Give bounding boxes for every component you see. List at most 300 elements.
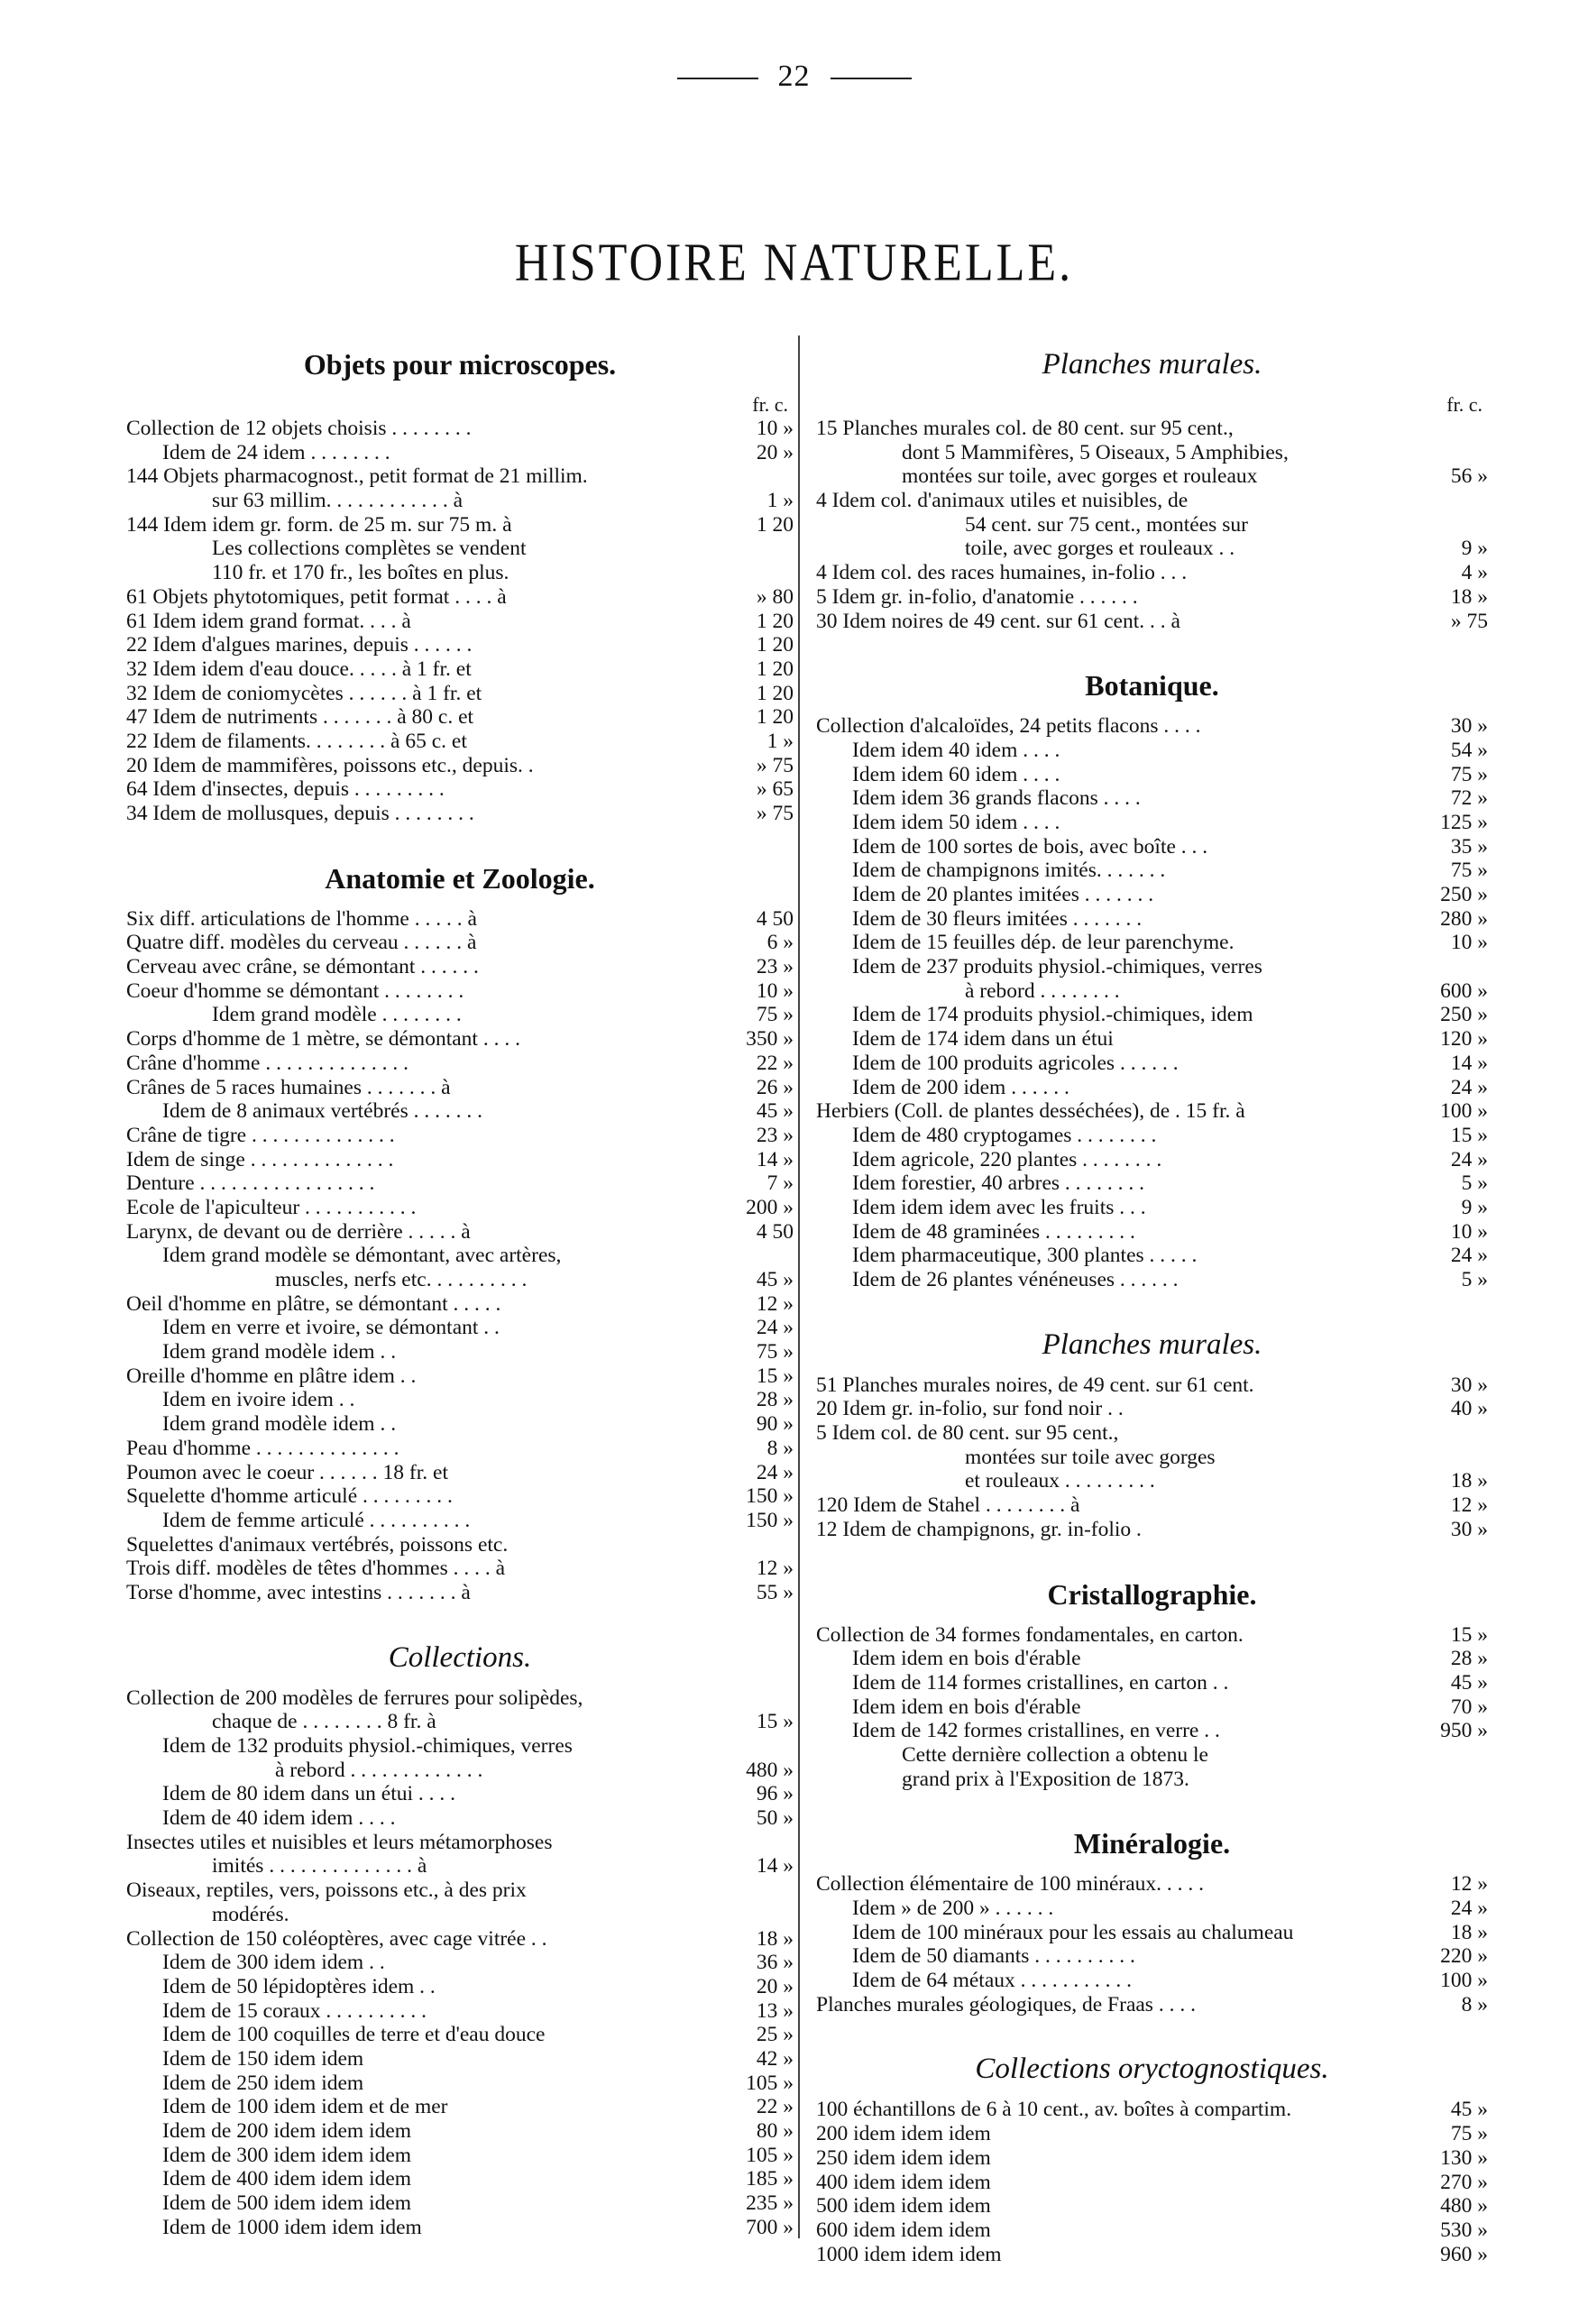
entry-description: Idem idem en bois d'érable	[852, 1695, 1081, 1719]
entry-price: 950 »	[1440, 1719, 1488, 1743]
entry-description: Idem de 300 idem idem idem	[162, 2143, 412, 2167]
page-title: HISTOIRE NATURELLE.	[514, 233, 1074, 293]
entry-description: Insectes utiles et nuisibles et leurs métamorphoses	[126, 1830, 553, 1854]
entry-description: Collection de 150 coléoptères, avec cage vitrée . .	[126, 1926, 547, 1951]
section-title: Botanique.	[1085, 669, 1219, 703]
section-title: Anatomie et Zoologie.	[325, 861, 595, 895]
entry-description: 22 Idem d'algues marines, depuis . . . . . .	[126, 633, 473, 657]
entry-price: 24 »	[1450, 1897, 1488, 1920]
entry-price: 12 »	[756, 1557, 794, 1581]
entry-price: 220 »	[1440, 1944, 1488, 1969]
catalog-entry	[816, 2146, 1488, 2171]
entry-description: Idem de 8 animaux vertébrés . . . . . . .	[162, 1099, 483, 1124]
catalog-entry	[816, 1493, 1488, 1518]
right-column	[816, 335, 1488, 2266]
entry-price: » 75	[756, 753, 794, 777]
entry-price: 4 50	[756, 906, 794, 931]
entry-price: 75 »	[756, 1340, 794, 1364]
entry-price: 960 »	[1440, 2242, 1488, 2266]
entry-description: Corps d'homme de 1 mètre, se démontant . . . .	[126, 1027, 520, 1052]
entry-description: Idem de 50 diamants . . . . . . . . . .	[852, 1944, 1135, 1969]
entry-description: Idem de 100 sortes de bois, avec boîte . . .	[852, 834, 1208, 859]
catalog-entry	[126, 754, 794, 778]
entry-price: 14 »	[756, 1147, 794, 1171]
entry-price: 26 »	[756, 1075, 794, 1099]
entry-description: et rouleaux . . . . . . . . .	[965, 1469, 1155, 1493]
section-title: Objets pour microscopes.	[303, 348, 617, 381]
catalog-entry	[816, 1743, 1488, 1768]
entry-price: 125 »	[1440, 810, 1488, 834]
entry-price: 100 »	[1440, 1099, 1488, 1124]
entry-price: 24 »	[1450, 1244, 1488, 1268]
entry-price: 150 »	[746, 1508, 794, 1532]
catalog-entry	[816, 955, 1488, 979]
catalog-entry	[126, 1854, 794, 1878]
catalog-entry	[126, 2095, 794, 2119]
catalog-entry	[816, 489, 1488, 513]
catalog-entry	[126, 2191, 794, 2216]
catalog-entry	[126, 537, 794, 561]
catalog-entry	[126, 1076, 794, 1100]
entry-price: 30 »	[1450, 714, 1488, 739]
catalog-entry	[816, 2098, 1488, 2122]
catalog-entry	[816, 537, 1488, 561]
entry-price: » 80	[756, 584, 794, 609]
catalog-entry	[816, 1099, 1488, 1124]
catalog-entry	[126, 931, 794, 955]
entry-price: 24 »	[756, 1460, 794, 1484]
entry-price: 18 »	[1450, 584, 1488, 609]
catalog-entry	[816, 1124, 1488, 1148]
catalog-entry	[126, 1003, 794, 1027]
catalog-entry	[816, 417, 1488, 441]
page-number-right-rule	[831, 78, 912, 79]
catalog-entry	[816, 786, 1488, 811]
catalog-entry	[816, 1647, 1488, 1671]
catalog-entry	[126, 513, 794, 537]
catalog-entry	[816, 714, 1488, 739]
catalog-entry	[816, 1196, 1488, 1220]
entry-price: 250 »	[1440, 1003, 1488, 1027]
section-spacer	[816, 1791, 1488, 1814]
entry-price: 105 »	[746, 2143, 794, 2167]
entry-description: Idem idem idem avec les fruits . . .	[852, 1195, 1146, 1219]
entry-price: 96 »	[756, 1782, 794, 1806]
entry-description: 20 Idem gr. in-folio, sur fond noir . .	[816, 1397, 1124, 1421]
entry-price: 50 »	[756, 1806, 794, 1831]
entry-price: 480 »	[1440, 2194, 1488, 2218]
catalog-entry	[126, 705, 794, 730]
entry-description: 500 idem idem idem	[816, 2194, 991, 2218]
catalog-entry	[126, 1148, 794, 1172]
entry-price: 10 »	[1450, 1219, 1488, 1244]
catalog-entry	[126, 2216, 794, 2240]
catalog-entry	[816, 835, 1488, 859]
entry-description: 47 Idem de nutriments . . . . . . . à 80 c. et	[126, 705, 474, 730]
entry-price: 130 »	[1440, 2145, 1488, 2170]
entry-description: Idem pharmaceutique, 300 plantes . . . . .	[852, 1244, 1198, 1268]
catalog-entry	[816, 1518, 1488, 1542]
entry-price: 15 »	[1450, 1123, 1488, 1147]
entry-description: 32 Idem idem d'eau douce. . . . . à 1 fr. et	[126, 657, 472, 681]
entry-price: 13 »	[756, 1998, 794, 2023]
section-title: Collections.	[388, 1640, 532, 1674]
catalog-entry	[126, 1461, 794, 1485]
entry-description: 61 Idem idem grand format. . . . à	[126, 609, 411, 633]
section-title: Planches murales.	[1042, 1327, 1262, 1361]
entry-price: 75 »	[1450, 859, 1488, 883]
catalog-entry	[126, 633, 794, 657]
entry-price: 18 »	[1450, 1469, 1488, 1493]
catalog-entry	[126, 1734, 794, 1759]
entry-description: Idem grand modèle se démontant, avec artères,	[162, 1244, 562, 1268]
entry-description: 144 Idem idem gr. form. de 25 m. sur 75 m. à	[126, 512, 512, 537]
section-title: Collections oryctognostiques.	[975, 2053, 1329, 2086]
section-spacer	[126, 1605, 794, 1629]
entry-description: Idem de 300 idem idem . .	[162, 1951, 385, 1975]
catalog-entry	[126, 907, 794, 932]
entry-price: 1 20	[756, 705, 794, 730]
entry-price: 22 »	[756, 2095, 794, 2119]
entry-price: 56 »	[1450, 464, 1488, 489]
entry-description: 20 Idem de mammifères, poissons etc., depuis. .	[126, 753, 534, 777]
catalog-entry	[816, 1148, 1488, 1172]
catalog-entry	[126, 441, 794, 465]
catalog-entry	[126, 464, 794, 489]
entry-description: Idem idem 60 idem . . . .	[852, 762, 1060, 786]
entry-description: Crânes de 5 races humaines . . . . . . . à	[126, 1075, 451, 1099]
catalog-entry	[126, 1509, 794, 1533]
entry-price: 72 »	[1450, 786, 1488, 811]
catalog-entry	[816, 1268, 1488, 1292]
entry-description: Idem de femme articulé . . . . . . . . . .	[162, 1508, 471, 1532]
entry-description: Ecole de l'apiculteur . . . . . . . . . . .	[126, 1195, 417, 1219]
entry-price: 28 »	[1450, 1647, 1488, 1671]
catalog-entry	[126, 1782, 794, 1806]
entry-description: à rebord . . . . . . . . . . . . .	[275, 1758, 483, 1782]
entry-price: 28 »	[756, 1388, 794, 1412]
entry-description: Collection élémentaire de 100 minéraux. . . . .	[816, 1872, 1205, 1897]
entry-price: 12 »	[1450, 1493, 1488, 1518]
catalog-entry	[816, 1944, 1488, 1969]
entry-description: modérés.	[212, 1902, 289, 1926]
entry-description: Idem idem 40 idem . . . .	[852, 738, 1060, 762]
entry-price: 14 »	[756, 1854, 794, 1878]
entry-description: Squelettes d'animaux vertébrés, poissons etc.	[126, 1532, 509, 1557]
entry-price: 20 »	[756, 1974, 794, 1998]
catalog-entry	[126, 2071, 794, 2096]
catalog-entry	[816, 1397, 1488, 1421]
catalog-entry	[816, 1921, 1488, 1945]
catalog-entry	[126, 777, 794, 802]
currency-header: fr. c.	[1446, 393, 1482, 416]
catalog-entry	[816, 1469, 1488, 1493]
entry-price: 1 20	[756, 609, 794, 633]
entry-description: 4 Idem col. des races humaines, in-folio . . .	[816, 561, 1188, 585]
entry-description: 120 Idem de Stahel . . . . . . . . à	[816, 1493, 1080, 1518]
entry-description: Idem grand modèle . . . . . . . .	[212, 1003, 462, 1027]
entry-price: 45 »	[1450, 2098, 1488, 2122]
entry-price: 120 »	[1440, 1027, 1488, 1052]
entry-description: Idem de 50 lépidoptères idem . .	[162, 1974, 436, 1998]
catalog-entry	[816, 561, 1488, 585]
entry-description: 22 Idem de filaments. . . . . . . . à 65 c. et	[126, 729, 467, 753]
entry-price: 23 »	[756, 955, 794, 979]
entry-description: 61 Objets phytotomiques, petit format . . . . à	[126, 584, 507, 609]
entry-description: Idem en verre et ivoire, se démontant . .	[162, 1316, 500, 1340]
entry-price: 9 »	[1461, 537, 1488, 561]
entry-price: 200 »	[746, 1195, 794, 1219]
entry-price: 80 »	[756, 2119, 794, 2143]
entry-description: Idem de 174 produits physiol.-chimiques, idem	[852, 1003, 1253, 1027]
catalog-entry	[126, 1903, 794, 1927]
entry-description: Idem de 132 produits physiol.-chimiques, verres	[162, 1734, 573, 1758]
entry-price: 1 »	[766, 729, 794, 753]
page-number	[0, 60, 1588, 94]
entry-description: Oiseaux, reptiles, vers, poissons etc., à des prix	[126, 1878, 527, 1903]
entry-description: Idem de 480 cryptogames . . . . . . . .	[852, 1123, 1157, 1147]
entry-description: Collection d'alcaloïdes, 24 petits flacons . . . .	[816, 714, 1201, 739]
entry-description: muscles, nerfs etc. . . . . . . . . .	[275, 1268, 528, 1291]
entry-description: 400 idem idem idem	[816, 2170, 991, 2194]
entry-price: » 75	[1450, 609, 1488, 633]
catalog-entry	[126, 730, 794, 754]
entry-price: 25 »	[756, 2023, 794, 2047]
entry-description: toile, avec gorges et rouleaux . .	[965, 537, 1235, 561]
entry-description: 1000 idem idem idem	[816, 2242, 1002, 2266]
entry-description: Peau d'homme . . . . . . . . . . . . . .	[126, 1436, 399, 1460]
entry-description: Idem de 500 idem idem idem	[162, 2191, 412, 2216]
catalog-entry	[126, 585, 794, 610]
catalog-entry	[816, 1719, 1488, 1743]
entry-description: 12 Idem de champignons, gr. in-folio .	[816, 1517, 1142, 1541]
entry-description: Idem de 26 plantes vénéneuses . . . . . .	[852, 1268, 1179, 1291]
entry-price: 7 »	[766, 1171, 794, 1196]
entry-description: Six diff. articulations de l'homme . . . . . à	[126, 906, 477, 931]
entry-description: Idem en ivoire idem . .	[162, 1388, 355, 1412]
entry-price: 70 »	[1450, 1695, 1488, 1719]
catalog-entry	[816, 859, 1488, 883]
entry-price: 40 »	[1450, 1397, 1488, 1421]
entry-description: Denture . . . . . . . . . . . . . . . . .	[126, 1171, 375, 1196]
entry-description: Idem de champignons imités. . . . . . .	[852, 859, 1166, 883]
catalog-entry	[126, 1759, 794, 1783]
entry-price: 54 »	[1450, 738, 1488, 762]
catalog-entry	[816, 1244, 1488, 1268]
entry-description: Coeur d'homme se démontant . . . . . . . .	[126, 978, 464, 1003]
entry-description: Planches murales géologiques, de Fraas . . . .	[816, 1992, 1196, 2016]
catalog-entry	[816, 2122, 1488, 2146]
catalog-entry	[126, 2119, 794, 2144]
entry-price: 105 »	[746, 2071, 794, 2095]
entry-price: 480 »	[746, 1758, 794, 1782]
entry-price: 10 »	[756, 978, 794, 1003]
catalog-entry	[126, 1099, 794, 1124]
catalog-entry	[126, 1364, 794, 1389]
entry-description: 54 cent. sur 75 cent., montées sur	[965, 512, 1248, 537]
entry-description: Trois diff. modèles de têtes d'hommes . . . . à	[126, 1557, 506, 1581]
catalog-entry	[816, 811, 1488, 835]
entry-description: Squelette d'homme articulé . . . . . . . . .	[126, 1484, 453, 1509]
entry-price: 20 »	[756, 440, 794, 464]
entry-description: 5 Idem gr. in-folio, d'anatomie . . . . . .	[816, 584, 1138, 609]
catalog-entry	[126, 1244, 794, 1268]
column-divider	[798, 335, 800, 2238]
catalog-entry	[816, 1076, 1488, 1100]
catalog-entry	[816, 1003, 1488, 1027]
entry-description: Oeil d'homme en plâtre, se démontant . . . . .	[126, 1291, 501, 1316]
entry-price: 600 »	[1440, 978, 1488, 1003]
catalog-entry	[126, 1196, 794, 1220]
entry-description: Idem de singe . . . . . . . . . . . . . .	[126, 1147, 394, 1171]
catalog-entry	[126, 1927, 794, 1952]
catalog-entry	[816, 1969, 1488, 1993]
catalog-entry	[816, 739, 1488, 763]
catalog-entry	[816, 1171, 1488, 1196]
entry-price: 700 »	[746, 2215, 794, 2239]
catalog-entry	[816, 1897, 1488, 1921]
page-number-left-rule	[677, 78, 758, 79]
entry-price: 75 »	[756, 1003, 794, 1027]
section-spacer	[816, 1292, 1488, 1316]
left-column	[126, 335, 794, 2239]
entry-price: 30 »	[1450, 1517, 1488, 1541]
entry-price: 350 »	[746, 1027, 794, 1052]
entry-price: 24 »	[756, 1316, 794, 1340]
entry-description: Idem agricole, 220 plantes . . . . . . . .	[852, 1147, 1162, 1171]
entry-description: 110 fr. et 170 fr., les boîtes en plus.	[212, 561, 509, 585]
entry-description: Torse d'homme, avec intestins . . . . . . . à	[126, 1580, 471, 1604]
entry-price: 1 »	[766, 489, 794, 513]
entry-description: Idem de 40 idem idem . . . .	[162, 1806, 396, 1831]
entry-description: Idem de 20 plantes imitées . . . . . . .	[852, 883, 1154, 906]
catalog-entry	[816, 1446, 1488, 1470]
entry-description: imités . . . . . . . . . . . . . . à	[212, 1854, 427, 1878]
catalog-entry	[816, 883, 1488, 907]
entry-description: Idem de 48 graminées . . . . . . . . .	[852, 1219, 1135, 1244]
catalog-entry	[126, 1533, 794, 1557]
entry-description: Crâne d'homme . . . . . . . . . . . . . .	[126, 1051, 408, 1075]
catalog-entry	[816, 1872, 1488, 1897]
entry-description: Idem de 237 produits physiol.-chimiques, verres	[852, 955, 1262, 979]
catalog-entry	[816, 1993, 1488, 2017]
entry-description: Idem de 200 idem . . . . . .	[852, 1075, 1069, 1099]
entry-description: 5 Idem col. de 80 cent. sur 95 cent.,	[816, 1421, 1119, 1446]
catalog-entry	[816, 931, 1488, 955]
section-spacer	[816, 2016, 1488, 2040]
catalog-entry	[126, 1710, 794, 1734]
entry-description: Idem de 100 produits agricoles . . . . . .	[852, 1051, 1179, 1075]
catalog-entry	[126, 1437, 794, 1461]
catalog-entry	[126, 1292, 794, 1317]
entry-price: 18 »	[1450, 1920, 1488, 1944]
catalog-entry	[816, 763, 1488, 787]
entry-description: Idem de 400 idem idem idem	[162, 2167, 412, 2191]
entry-price: 18 »	[756, 1926, 794, 1951]
entry-description: Idem forestier, 40 arbres . . . . . . . .	[852, 1171, 1145, 1196]
entry-price: 45 »	[756, 1268, 794, 1291]
catalog-entry	[126, 955, 794, 979]
entry-description: chaque de . . . . . . . . 8 fr. à	[212, 1710, 436, 1734]
entry-price: 1 20	[756, 633, 794, 657]
catalog-entry	[126, 1124, 794, 1148]
catalog-entry	[816, 2218, 1488, 2243]
entry-price: 10 »	[1450, 931, 1488, 955]
catalog-entry	[126, 1171, 794, 1196]
entry-description: Idem idem 36 grands flacons . . . .	[852, 786, 1141, 811]
entry-price: 14 »	[1450, 1051, 1488, 1075]
entry-description: grand prix à l'Exposition de 1873.	[902, 1767, 1189, 1791]
entry-description: Collection de 200 modèles de ferrures pour solipèdes,	[126, 1686, 583, 1710]
catalog-entry	[816, 979, 1488, 1004]
entry-description: Idem idem 50 idem . . . .	[852, 810, 1060, 834]
entry-price: 55 »	[756, 1580, 794, 1604]
entry-description: Idem de 1000 idem idem idem	[162, 2215, 422, 2239]
entry-description: Idem de 80 idem dans un étui . . . .	[162, 1782, 456, 1806]
catalog-entry	[126, 1220, 794, 1245]
entry-description: 34 Idem de mollusques, depuis . . . . . . . .	[126, 802, 474, 825]
entry-description: montées sur toile, avec gorges et rouleaux	[902, 464, 1258, 489]
entry-price: 12 »	[1450, 1872, 1488, 1897]
entry-description: Idem de 15 coraux . . . . . . . . . .	[162, 1998, 427, 2023]
entry-description: Oreille d'homme en plâtre idem . .	[126, 1364, 417, 1388]
entry-price: 530 »	[1440, 2218, 1488, 2242]
catalog-entry	[126, 2023, 794, 2047]
entry-description: Idem de 15 feuilles dép. de leur parenchyme.	[852, 931, 1235, 955]
entry-description: Idem grand modèle idem . .	[162, 1340, 397, 1364]
entry-price: 150 »	[746, 1484, 794, 1509]
catalog-entry	[126, 2144, 794, 2168]
entry-price: 4 »	[1461, 561, 1488, 585]
entry-price: 270 »	[1440, 2170, 1488, 2194]
entry-description: Idem idem en bois d'érable	[852, 1647, 1081, 1671]
page-number-text: 22	[777, 60, 811, 93]
entry-price: 1 20	[756, 657, 794, 681]
entry-price: 23 »	[756, 1123, 794, 1147]
catalog-entry	[816, 907, 1488, 932]
entry-price: 15 »	[756, 1710, 794, 1734]
catalog-entry	[816, 441, 1488, 465]
catalog-entry	[126, 2047, 794, 2071]
entry-price: 100 »	[1440, 1969, 1488, 1993]
catalog-entry	[126, 610, 794, 634]
catalog-entry	[126, 1999, 794, 2024]
currency-header: fr. c.	[752, 393, 788, 416]
catalog-entry	[816, 2194, 1488, 2218]
entry-price: 185 »	[746, 2167, 794, 2191]
entry-description: 4 Idem col. d'animaux utiles et nuisibles, de	[816, 489, 1189, 513]
entry-price: 6 »	[766, 931, 794, 955]
entry-description: à rebord . . . . . . . .	[965, 978, 1120, 1003]
entry-description: Idem de 100 minéraux pour les essais au chalumeau	[852, 1920, 1294, 1944]
catalog-entry	[816, 1671, 1488, 1695]
catalog-entry	[816, 1373, 1488, 1398]
catalog-entry	[126, 1951, 794, 1975]
entry-description: Idem de 200 idem idem idem	[162, 2119, 412, 2143]
entry-price: 1 20	[756, 681, 794, 705]
entry-price: 8 »	[1461, 1992, 1488, 2016]
catalog-entry	[816, 1768, 1488, 1792]
catalog-entry	[816, 1695, 1488, 1720]
entry-price: 36 »	[756, 1951, 794, 1975]
entry-price: 5 »	[1461, 1171, 1488, 1196]
catalog-entry	[816, 585, 1488, 610]
entry-description: dont 5 Mammifères, 5 Oiseaux, 5 Amphibies,	[902, 440, 1289, 464]
catalog-entry	[126, 1557, 794, 1581]
entry-description: 600 idem idem idem	[816, 2218, 991, 2242]
entry-price: 15 »	[1450, 1622, 1488, 1647]
entry-description: 32 Idem de coniomycètes . . . . . . à 1 fr. et	[126, 681, 482, 705]
